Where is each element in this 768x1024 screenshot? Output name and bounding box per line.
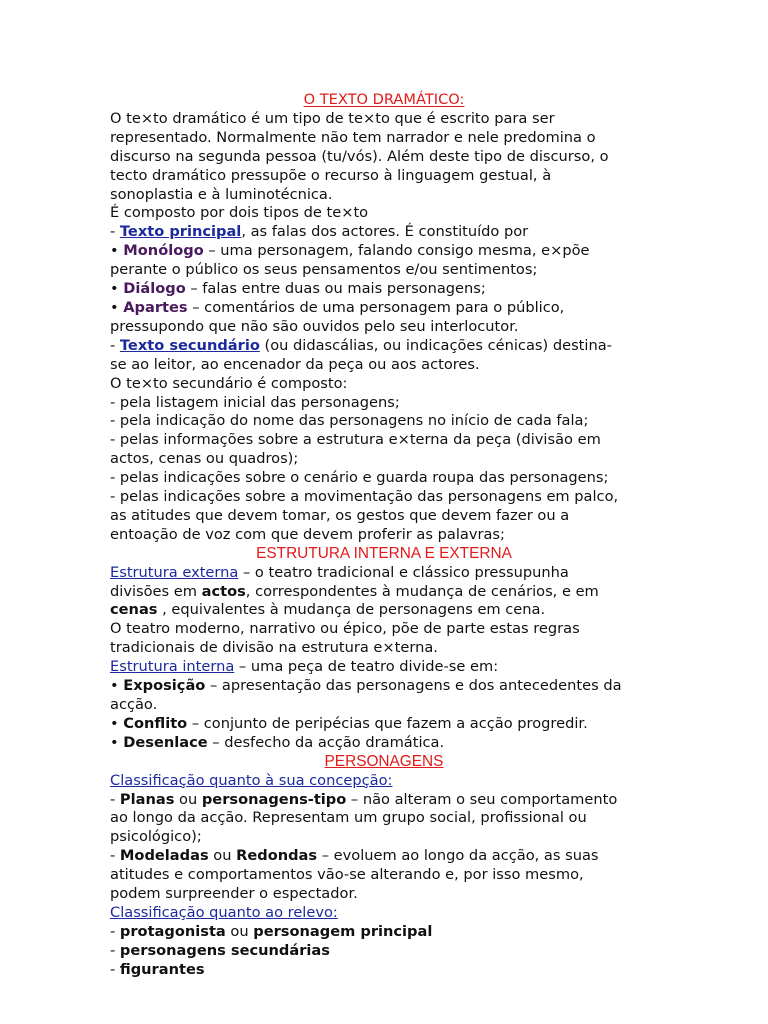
intro-line-4: tecto dramático pressupõe o recurso à linguagem gestual, à <box>110 166 552 184</box>
figurantes-term: figurantes <box>119 960 205 978</box>
texto-secundario-rest: (ou didascálias, ou indicações cénicas) destina- <box>259 336 612 354</box>
planas-line <box>110 791 658 810</box>
modeladas-line-3: podem surpreender o espectador. <box>110 885 358 903</box>
dialogo-line <box>110 280 658 299</box>
planas-term: Planas <box>119 790 175 808</box>
monologo-term: Monólogo <box>123 242 204 260</box>
dash: - <box>110 223 120 241</box>
figurantes-line <box>110 961 658 980</box>
exposicao-rest: – apresentação das personagens e dos antecedentes da <box>205 677 622 695</box>
actos-term: actos <box>201 582 246 600</box>
monologo-line <box>110 242 658 261</box>
estrutura-interna-link[interactable]: Estrutura interna <box>110 658 235 676</box>
redondas-term: Redondas <box>236 847 318 865</box>
modeladas-term: Modeladas <box>119 847 209 865</box>
protagonista-term: protagonista <box>119 922 226 940</box>
dash: - <box>110 336 120 354</box>
intro-line-1: O te×to dramático é um tipo de te×to que é escrito para ser <box>110 109 555 127</box>
estrutura-interna-line <box>110 658 658 677</box>
bullet: • <box>110 242 124 260</box>
estrutura-externa-link[interactable]: Estrutura externa <box>110 563 239 581</box>
dash: - <box>110 922 120 940</box>
desenlace-rest: – desfecho da acção dramática. <box>207 733 445 751</box>
personagens-heading: PERSONAGENS <box>324 752 444 770</box>
personagens-tipo-term: personagens-tipo <box>201 790 347 808</box>
secundario-list-line: entoação de voz com que devem proferir as palavras; <box>110 525 505 543</box>
text: ou <box>208 847 237 865</box>
dash: - <box>110 960 120 978</box>
intro-line-6: É composto por dois tipos de te×to <box>110 204 369 222</box>
secundario-list-line: as atitudes que devem tomar, os gestos que devem fazer ou a <box>110 506 570 524</box>
modeladas-line-2: atitudes e comportamentos vão-se alterando e, por isso mesmo, <box>110 866 584 884</box>
modeladas-line <box>110 847 658 866</box>
personagem-principal-term: personagem principal <box>253 922 433 940</box>
relevo-heading[interactable]: Classificação quanto ao relevo: <box>110 903 338 921</box>
texto-secundario-link[interactable]: Texto secundário <box>119 336 260 354</box>
texto-principal-line <box>110 223 658 242</box>
secundario-list-line: actos, cenas ou quadros); <box>110 450 299 468</box>
personagens-secundarias-term: personagens secundárias <box>119 941 330 959</box>
document-title: O TEXTO DRAMÁTICO: <box>303 91 465 108</box>
texto-principal-rest: , as falas dos actores. É constituído por <box>241 223 529 241</box>
text: , correspondentes à mudança de cenários, e em <box>245 582 599 600</box>
apartes-line <box>110 299 658 318</box>
desenlace-line <box>110 734 658 753</box>
apartes-rest: – comentários de uma personagem para o público, <box>187 298 565 316</box>
relevo-heading-line <box>110 904 658 923</box>
estrutura-externa-line-3 <box>110 601 658 620</box>
intro-line-5: sonoplastia e à luminotécnica. <box>110 185 333 203</box>
bullet: • <box>110 714 124 732</box>
intro-line-3: discurso na segunda pessoa (tu/vós). Além deste tipo de discurso, o <box>110 147 609 165</box>
text: , equivalentes à mudança de personagens em cena. <box>157 601 546 619</box>
apartes-line-2: pressupondo que não são ouvidos pelo seu interlocutor. <box>110 317 519 335</box>
concepcao-heading-line <box>110 772 658 791</box>
document-page <box>110 91 658 980</box>
intro-line-2: representado. Normalmente não tem narrador e nele predomina o <box>110 128 596 146</box>
estrutura-externa-line <box>110 564 658 583</box>
dash: - <box>110 790 120 808</box>
secundario-list-line: O te×to secundário é composto: <box>110 374 348 392</box>
secundario-list-line: - pelas indicações sobre o cenário e guarda roupa das personagens; <box>110 469 609 487</box>
exposicao-term: Exposição <box>123 677 206 695</box>
texto-principal-link[interactable]: Texto principal <box>119 223 242 241</box>
conflito-rest: – conjunto de peripécias que fazem a acção progredir. <box>187 714 588 732</box>
title-line <box>110 91 658 110</box>
dialogo-term: Diálogo <box>123 280 186 298</box>
estrutura-externa-line-2 <box>110 583 658 602</box>
exposicao-line <box>110 677 658 696</box>
secundarias-line <box>110 942 658 961</box>
concepcao-heading[interactable]: Classificação quanto à sua concepção: <box>110 771 393 789</box>
estrutura-externa-line-4: O teatro moderno, narrativo ou épico, põe de parte estas regras <box>110 620 580 638</box>
apartes-term: Apartes <box>123 298 188 316</box>
dialogo-rest: – falas entre duas ou mais personagens; <box>185 280 486 298</box>
monologo-line-2: perante o público os seus pensamentos e/ou sentimentos; <box>110 261 538 279</box>
dash: - <box>110 847 120 865</box>
conflito-line <box>110 715 658 734</box>
secundario-list-line: - pela listagem inicial das personagens; <box>110 393 400 411</box>
exposicao-line-2: acção. <box>110 696 158 713</box>
bullet: • <box>110 298 124 316</box>
dash: - <box>110 941 120 959</box>
planas-line-2: ao longo da acção. Representam um grupo social, profissional ou <box>110 809 587 827</box>
estrutura-externa-rest: – o teatro tradicional e clássico pressupunha <box>238 563 569 581</box>
bullet: • <box>110 733 124 751</box>
text: divisões em <box>110 582 202 600</box>
estrutura-externa-line-5: tradicionais de divisão na estrutura e×terna. <box>110 639 438 657</box>
secundario-list-line: - pelas indicações sobre a movimentação das personagens em palco, <box>110 488 619 506</box>
estrutura-interna-rest: – uma peça de teatro divide-se em: <box>234 658 499 676</box>
text: ou <box>225 922 254 940</box>
secundario-list-line: - pelas informações sobre a estrutura e×terna da peça (divisão em <box>110 431 601 449</box>
cenas-term: cenas <box>110 601 158 619</box>
protagonista-line <box>110 923 658 942</box>
planas-line-3: psicológico); <box>110 828 202 846</box>
desenlace-term: Desenlace <box>123 733 208 751</box>
text: – evoluem ao longo da acção, as suas <box>317 847 599 865</box>
text: ou <box>174 790 202 808</box>
monologo-rest: – uma personagem, falando consigo mesma, e×põe <box>203 242 590 260</box>
secundario-list-line: - pela indicação do nome das personagens no início de cada fala; <box>110 412 589 430</box>
texto-secundario-line-2: se ao leitor, ao encenador da peça ou aos actores. <box>110 355 480 373</box>
bullet: • <box>110 677 124 695</box>
bullet: • <box>110 280 124 298</box>
conflito-term: Conflito <box>123 714 188 732</box>
texto-secundario-line <box>110 337 658 356</box>
personagens-heading-line <box>110 753 658 772</box>
text: – não alteram o seu comportamento <box>346 790 618 808</box>
estrutura-heading: ESTRUTURA INTERNA E EXTERNA <box>256 544 512 562</box>
